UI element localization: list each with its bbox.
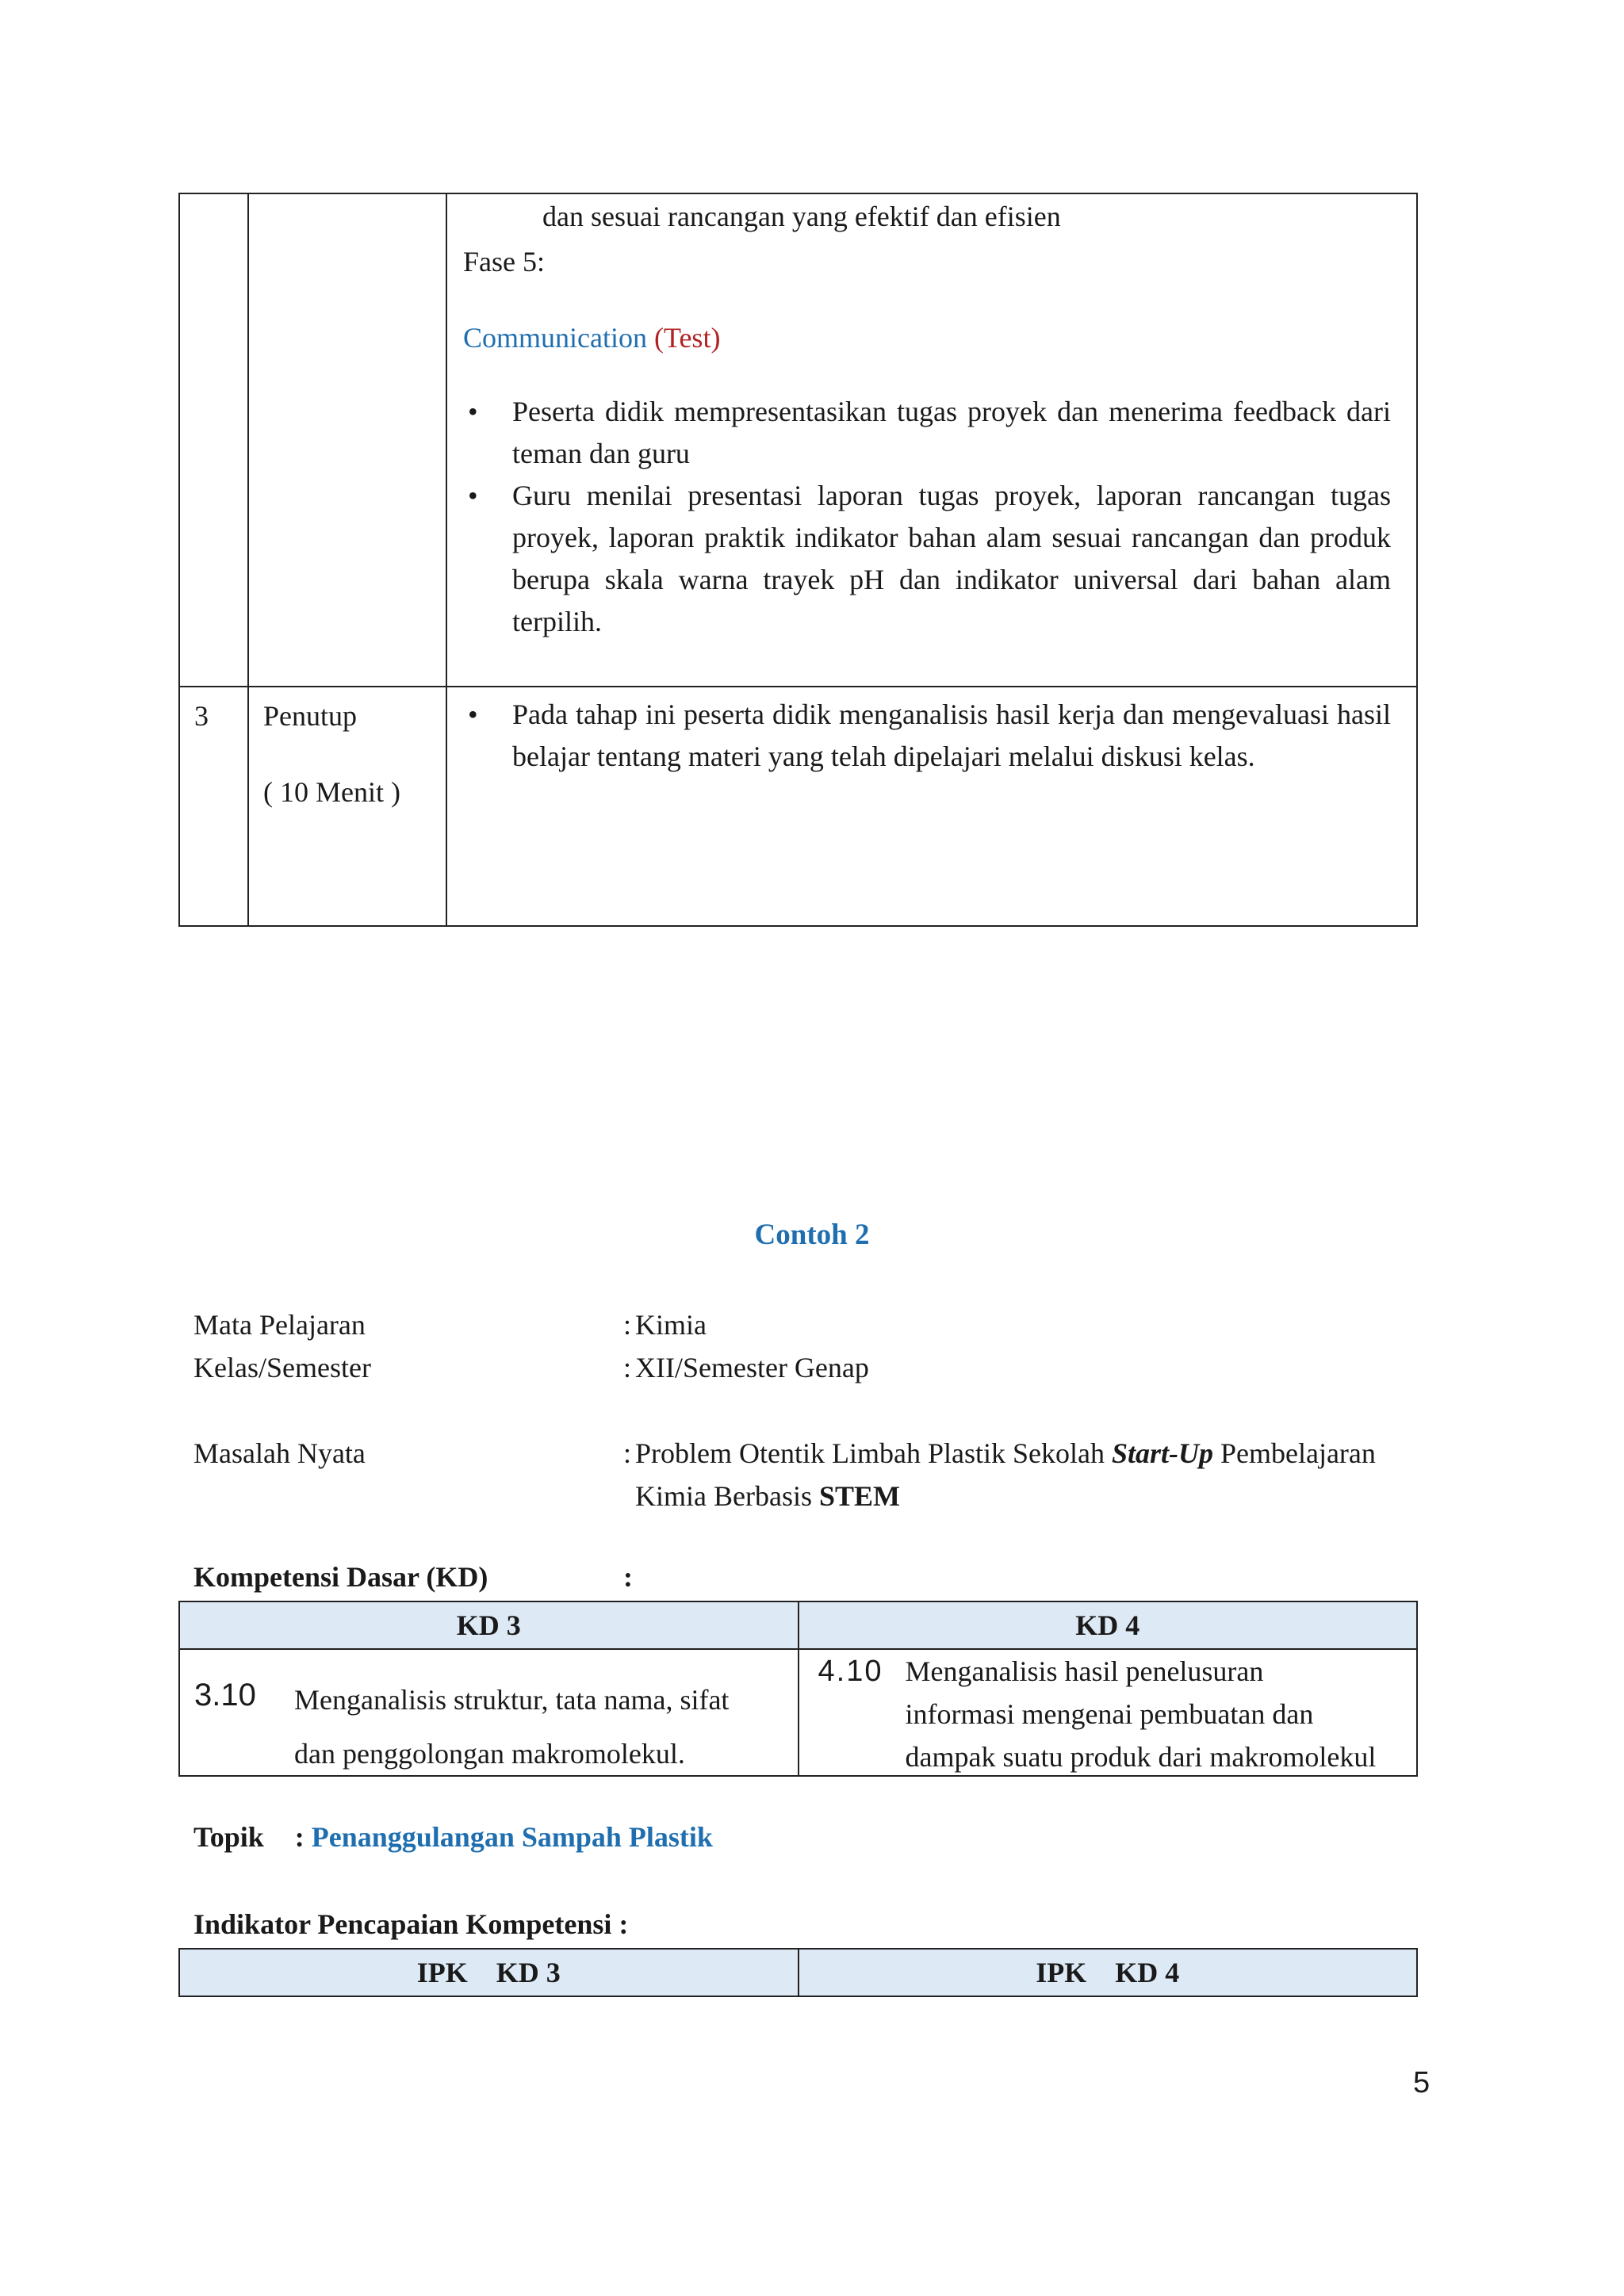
problem-emphasis-stem: STEM (818, 1480, 900, 1512)
kd-heading-text: Kompetensi Dasar (KD) (193, 1561, 488, 1593)
list-item: • Peserta didik mempresentasikan tugas proyek dan menerima feedback dari teman dan guru (463, 391, 1391, 475)
meta-colon: : (623, 1437, 632, 1469)
stage-duration: ( 10 Menit ) (263, 776, 400, 808)
meta-colon: : (623, 1352, 632, 1383)
meta-label: Mata Pelajaran (193, 1309, 366, 1341)
meta-value (635, 1475, 900, 1517)
activity-list (463, 694, 1391, 778)
kd3-header: KD 3 (179, 1601, 799, 1649)
stage-name: Penutup (263, 700, 358, 732)
activity-list (463, 391, 1391, 643)
kd4-text-line: Menganalisis hasil penelusuran (905, 1655, 1264, 1687)
kd-table (178, 1601, 1418, 1777)
table-row (179, 687, 1417, 926)
kd4-code: 4.10 (818, 1655, 883, 1688)
stage-cell (248, 193, 446, 687)
stage-cell (248, 687, 446, 926)
page-number: 5 (1413, 2066, 1431, 2099)
list-item: • Guru menilai presentasi laporan tugas proyek, laporan rancangan tugas proyek, laporan praktik indikator bahan alam sesuai rancangan dan produk berupa skala warna trayek pH dan indikator universal dari bahan alam terpilih. (463, 475, 1391, 643)
meta-value: Kimia (635, 1309, 707, 1341)
kd3-text-line1: Menganalisis struktur, tata nama, sifat (294, 1684, 730, 1716)
phase-tag: (Test) (653, 322, 721, 354)
number-cell: 3 (179, 687, 248, 926)
example-title: Contoh 2 (754, 1219, 870, 1251)
problem-text-line2: Kimia Berbasis (635, 1480, 819, 1512)
continued-text: dan sesuai rancangan yang efektif dan efisien (542, 201, 1061, 232)
topic-label: Topik (193, 1821, 264, 1853)
kd4-header: KD 4 (799, 1601, 1418, 1649)
meta-label: Kelas/Semester (193, 1352, 371, 1383)
kd-heading (193, 1560, 633, 1594)
problem-emphasis: Start-Up (1111, 1437, 1213, 1469)
meta-label: Masalah Nyata (193, 1437, 366, 1469)
topic-value: Penanggulangan Sampah Plastik (311, 1821, 713, 1853)
topic-colon: : (294, 1821, 304, 1853)
meta-value (635, 1432, 1376, 1475)
kd3-text-line2: dan penggolongan makromolekul. (294, 1738, 685, 1770)
activity-cell (446, 193, 1417, 687)
ipk-table (178, 1948, 1418, 1997)
meta-colon: : (623, 1309, 632, 1341)
kd4-text-line: informasi mengenai pembuatan dan (905, 1698, 1314, 1730)
phase-label: Fase 5: (463, 246, 545, 277)
kd3-cell (179, 1649, 799, 1776)
problem-text: Problem Otentik Limbah Plastik Sekolah (635, 1437, 1112, 1469)
phase-name: Communication (463, 322, 647, 354)
ipk-kd3-header: IPK KD 3 (179, 1949, 799, 1996)
phase-heading (447, 317, 1416, 359)
list-item: • Pada tahap ini peserta didik menganalisis hasil kerja dan mengevaluasi hasil belajar tentang materi yang telah dipelajari melalui diskusi kelas. (463, 694, 1391, 778)
kd4-cell (799, 1649, 1418, 1776)
table-row (179, 193, 1417, 687)
number-cell (179, 193, 248, 687)
lesson-activity-table (178, 193, 1418, 927)
ipk-heading: Indikator Pencapaian Kompetensi : (193, 1908, 629, 1940)
kd3-code: 3.10 (194, 1678, 256, 1712)
topic-line (193, 1820, 713, 1854)
activity-cell (446, 687, 1417, 926)
kd4-text-line: dampak suatu produk dari makromolekul (905, 1741, 1377, 1773)
ipk-kd4-header: IPK KD 4 (799, 1949, 1418, 1996)
kd-heading-colon: : (623, 1561, 633, 1593)
problem-text-cont: Pembelajaran (1212, 1437, 1376, 1469)
meta-value: XII/Semester Genap (635, 1352, 869, 1383)
